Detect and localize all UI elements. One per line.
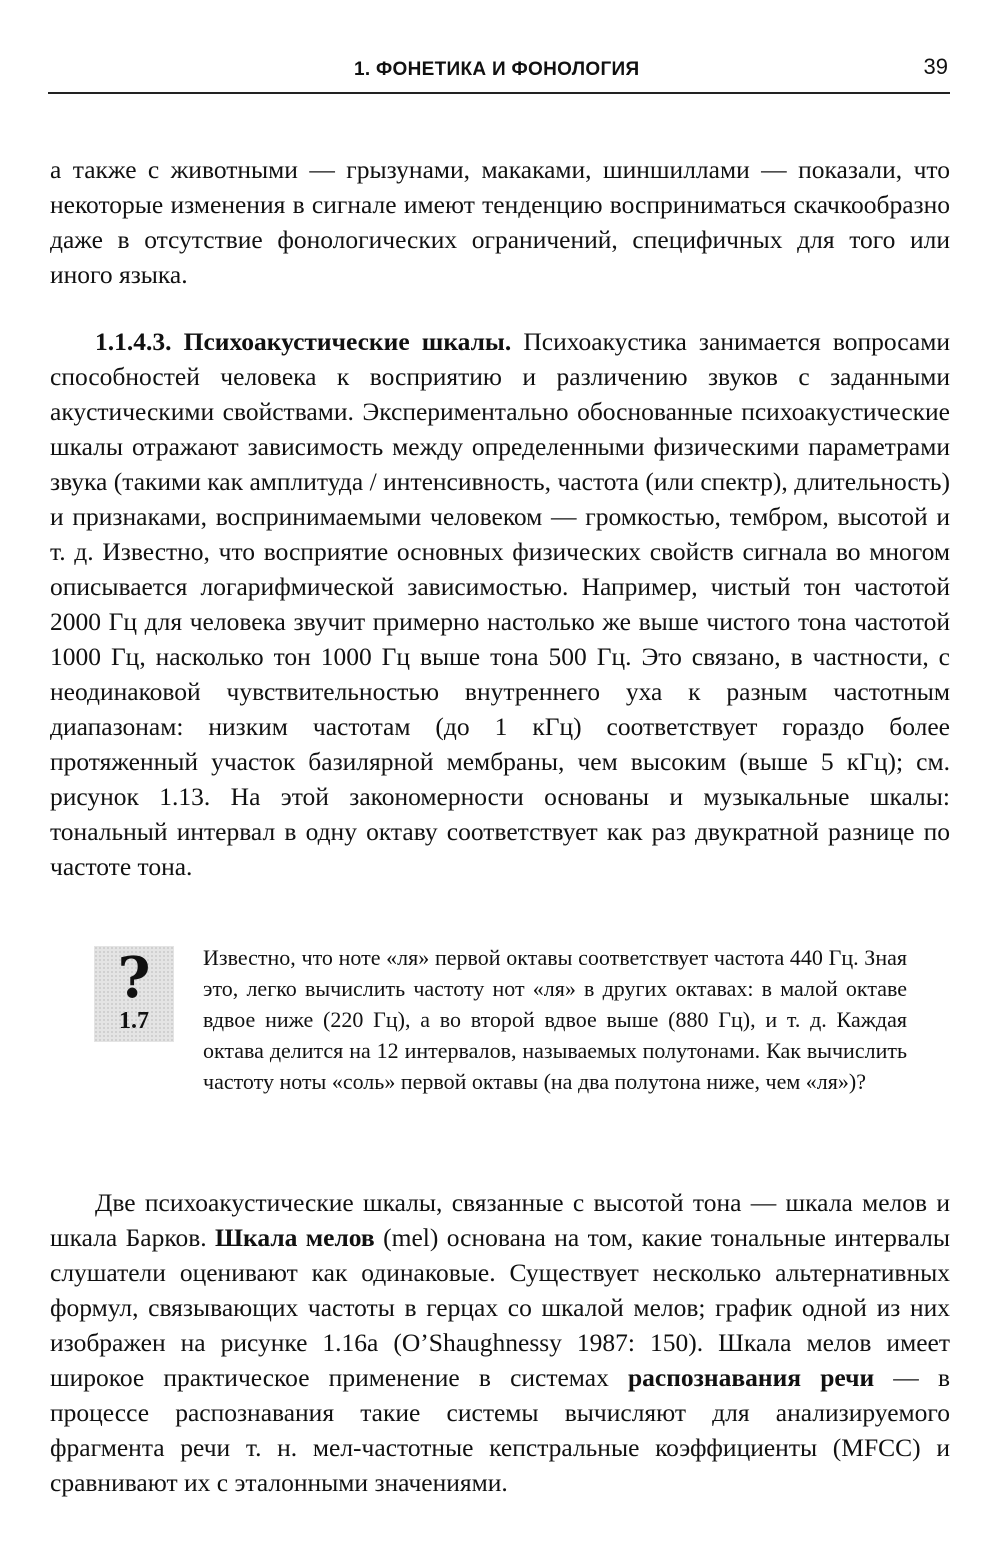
paragraph-3-part-1: Две психоакустические шкалы, связанные с высотой тона — шкала мелов и шкала Барков. bbox=[50, 1188, 950, 1252]
question-mark: ? bbox=[117, 945, 151, 1011]
paragraph-1: а также с животными — грызунами, макаками, шиншиллами — показали, что некоторые изменения в сигнале имеют тенденцию восприниматься скачкообразно даже в отсутствие фонологических ограничений, специфичных для того или иного языка. bbox=[50, 155, 950, 289]
question-number: 1.7 bbox=[119, 1008, 149, 1034]
paragraph-psychoacoustic-scales bbox=[50, 324, 950, 884]
paragraph-3-part-2: (mel) основана на том, какие тональные интервалы слушатели оценивают как одинаковые. Существует несколько альтернативных формул, связывающих частоты в герцах со шкалой мелов; график одной из них изображен на рисунке 1.16а (O’Shaughnessy 1987: 150). Шкала мелов имеет широкое практическое применение в системах bbox=[50, 1223, 950, 1392]
paragraph-3-part-3: — в процессе распознавания такие системы вычисляют для анализируемого фрагмента речи т. н. мел-частотные кепстральные коэффициенты (MFCC) и сравнивают их с эталонными значениями. bbox=[50, 1363, 950, 1497]
running-title: 1. ФОНЕТИКА И ФОНОЛОГИЯ bbox=[354, 59, 640, 80]
page-number: 39 bbox=[923, 54, 948, 79]
question-mark-icon bbox=[94, 946, 174, 1042]
term-mel-scale: Шкала мелов bbox=[215, 1223, 375, 1252]
section-heading: 1.1.4.3. Психоакустические шкалы. bbox=[95, 327, 512, 356]
running-header bbox=[48, 52, 950, 94]
paragraph-2-body: Психоакустика занимается вопросами способностей человека к восприятию и различению звуков с заданными акустическими свойствами. Экспериментально обоснованные психоакустические шкалы отражают зависимость между определенными физическими параметрами звука (такими как амплитуда / интенсивность, частота (или спектр), длительность) и признаками, воспринимаемыми человеком — громкостью, тембром, высотой и т. д. Известно, что восприятие основных физических свойств сигнала во многом описывается логарифмической зависимостью. Например, чистый тон частотой 2000 Гц для человека звучит примерно настолько же выше чистого тона частотой 1000 Гц, насколько тон 1000 Гц выше тона 500 Гц. Это связано, в частности, с неодинаковой чувствительностью внутреннего уха к разным частотным диапазонам: низким частотам (до 1 кГц) соответствует гораздо более протяженный участок базилярной мембраны, чем высоким (выше 5 кГц); см. рисунок 1.13. На этой закономерности основаны и музыкальные шкалы: тональный интервал в одну октаву соответствует как раз двукратной разнице по частоте тона. bbox=[50, 327, 951, 881]
term-speech-recognition: распознавания речи bbox=[627, 1363, 875, 1392]
paragraph-mel-scale bbox=[50, 1185, 950, 1500]
question-text: Известно, что ноте «ля» первой октавы соответствует частота 440 Гц. Зная это, легко вычислить частоту нот «ля» в других октавах: в малой октаве вдвое ниже (220 Гц), а во второй вдвое выше (880 Гц), и т. д. Каждая октава делится на 12 интервалов, называемых полутонами. Как вычислить частоту ноты «соль» первой октавы (на два полутона ниже, чем «ля»)? bbox=[203, 945, 907, 1094]
